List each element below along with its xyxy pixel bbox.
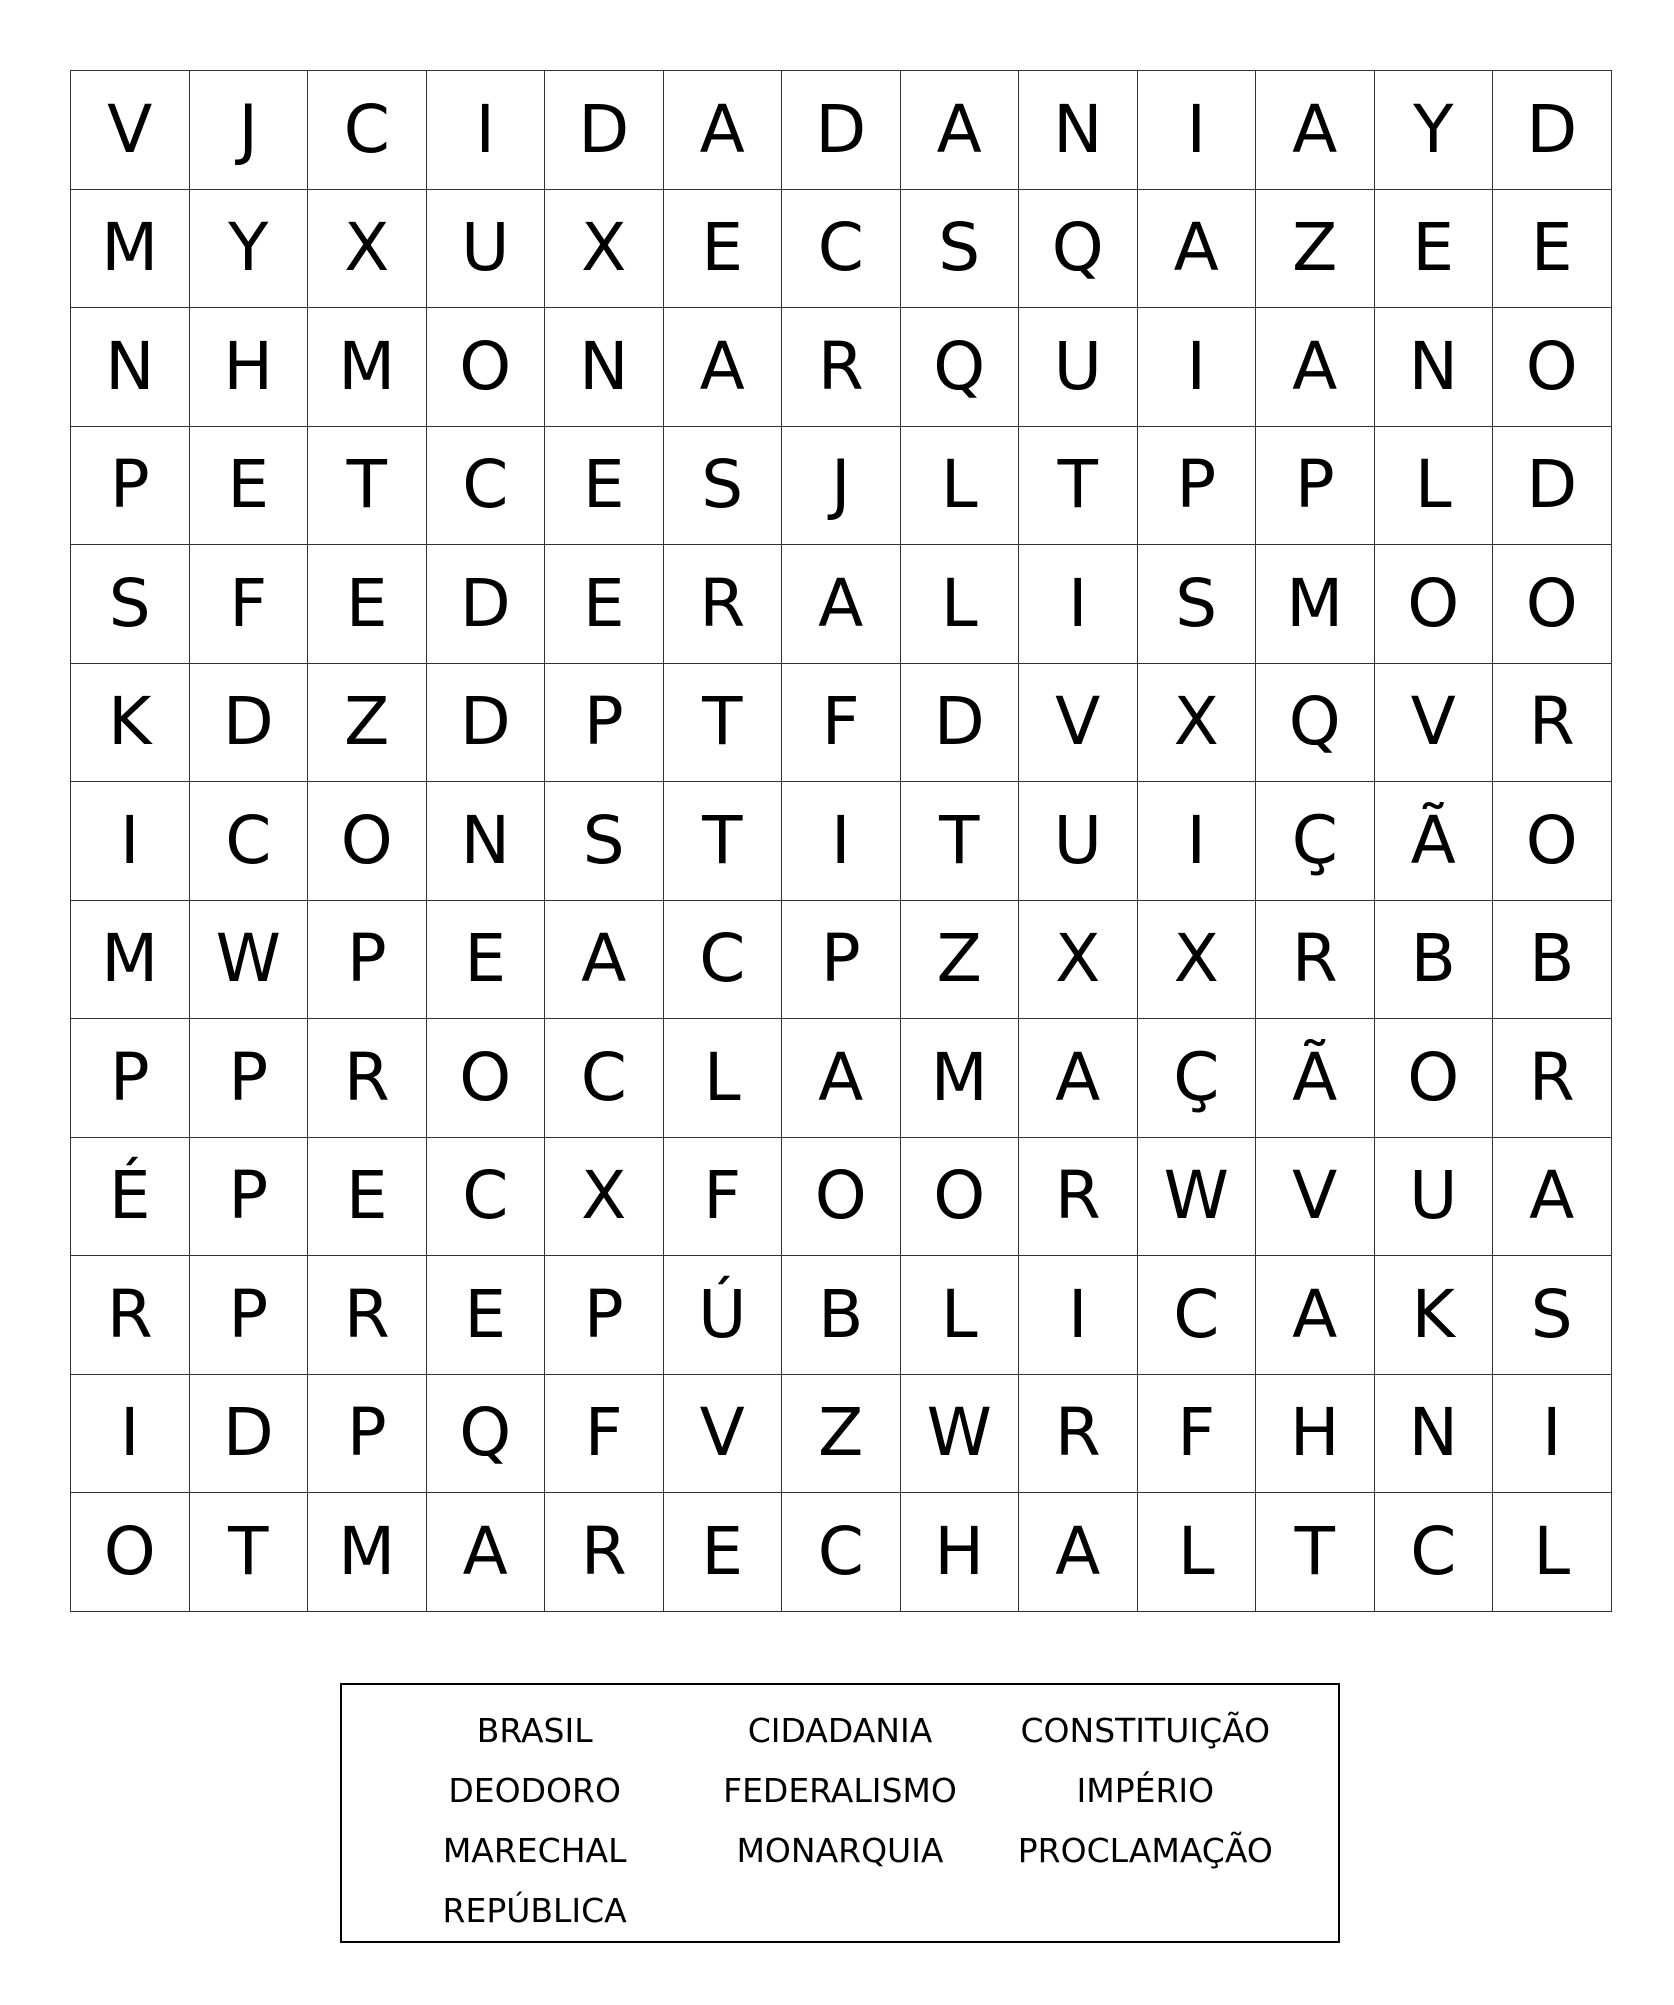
grid-cell-r2-c4[interactable]: U: [427, 190, 546, 309]
grid-cell-r11-c7[interactable]: B: [782, 1256, 901, 1375]
grid-cell-r9-c13[interactable]: R: [1493, 1019, 1612, 1138]
grid-cell-r2-c10[interactable]: A: [1138, 190, 1257, 309]
grid-cell-r12-c1[interactable]: I: [71, 1375, 190, 1494]
grid-cell-r3-c9[interactable]: U: [1019, 308, 1138, 427]
grid-cell-r11-c2[interactable]: P: [190, 1256, 309, 1375]
grid-cell-r9-c9[interactable]: A: [1019, 1019, 1138, 1138]
grid-cell-r1-c7[interactable]: D: [782, 71, 901, 190]
grid-cell-r5-c5[interactable]: E: [545, 545, 664, 664]
grid-cell-r10-c13[interactable]: A: [1493, 1138, 1612, 1257]
grid-cell-r2-c9[interactable]: Q: [1019, 190, 1138, 309]
grid-cell-r1-c4[interactable]: I: [427, 71, 546, 190]
grid-cell-r9-c5[interactable]: C: [545, 1019, 664, 1138]
grid-cell-r6-c8[interactable]: D: [901, 664, 1020, 783]
grid-cell-r11-c1[interactable]: R: [71, 1256, 190, 1375]
grid-cell-r4-c8[interactable]: L: [901, 427, 1020, 546]
grid-cell-r12-c13[interactable]: I: [1493, 1375, 1612, 1494]
grid-cell-r10-c7[interactable]: O: [782, 1138, 901, 1257]
grid-cell-r9-c7[interactable]: A: [782, 1019, 901, 1138]
grid-cell-r4-c2[interactable]: E: [190, 427, 309, 546]
grid-cell-r10-c5[interactable]: X: [545, 1138, 664, 1257]
grid-cell-r2-c12[interactable]: E: [1375, 190, 1494, 309]
grid-cell-r2-c7[interactable]: C: [782, 190, 901, 309]
grid-cell-r11-c13[interactable]: S: [1493, 1256, 1612, 1375]
grid-cell-r12-c12[interactable]: N: [1375, 1375, 1494, 1494]
grid-cell-r7-c6[interactable]: T: [664, 782, 783, 901]
grid-cell-r7-c3[interactable]: O: [308, 782, 427, 901]
grid-cell-r11-c9[interactable]: I: [1019, 1256, 1138, 1375]
grid-cell-r7-c11[interactable]: Ç: [1256, 782, 1375, 901]
word-list-column-2: [690, 1701, 990, 1941]
grid-cell-r1-c11[interactable]: A: [1256, 71, 1375, 190]
word-list-item: PROCLAMAÇÃO: [1017, 1831, 1273, 1870]
grid-cell-r5-c4[interactable]: D: [427, 545, 546, 664]
grid-cell-r3-c7[interactable]: R: [782, 308, 901, 427]
grid-cell-r11-c3[interactable]: R: [308, 1256, 427, 1375]
grid-cell-r9-c10[interactable]: Ç: [1138, 1019, 1257, 1138]
word-list-item: REPÚBLICA: [442, 1891, 627, 1930]
grid-cell-r5-c2[interactable]: F: [190, 545, 309, 664]
grid-cell-r12-c6[interactable]: V: [664, 1375, 783, 1494]
grid-cell-r7-c9[interactable]: U: [1019, 782, 1138, 901]
grid-cell-r10-c8[interactable]: O: [901, 1138, 1020, 1257]
grid-cell-r6-c11[interactable]: Q: [1256, 664, 1375, 783]
grid-cell-r5-c13[interactable]: O: [1493, 545, 1612, 664]
grid-cell-r6-c5[interactable]: P: [545, 664, 664, 783]
grid-cell-r4-c6[interactable]: S: [664, 427, 783, 546]
grid-cell-r13-c6[interactable]: E: [664, 1493, 783, 1612]
grid-cell-r5-c1[interactable]: S: [71, 545, 190, 664]
grid-cell-r9-c2[interactable]: P: [190, 1019, 309, 1138]
grid-cell-r7-c1[interactable]: I: [71, 782, 190, 901]
grid-cell-r7-c5[interactable]: S: [545, 782, 664, 901]
grid-cell-r10-c9[interactable]: R: [1019, 1138, 1138, 1257]
grid-cell-r7-c12[interactable]: Ã: [1375, 782, 1494, 901]
grid-cell-r10-c2[interactable]: P: [190, 1138, 309, 1257]
grid-cell-r13-c9[interactable]: A: [1019, 1493, 1138, 1612]
grid-cell-r1-c5[interactable]: D: [545, 71, 664, 190]
grid-cell-r1-c2[interactable]: J: [190, 71, 309, 190]
grid-cell-r13-c8[interactable]: H: [901, 1493, 1020, 1612]
grid-cell-r12-c2[interactable]: D: [190, 1375, 309, 1494]
grid-cell-r6-c4[interactable]: D: [427, 664, 546, 783]
word-list-item: IMPÉRIO: [1076, 1771, 1215, 1810]
grid-cell-r5-c3[interactable]: E: [308, 545, 427, 664]
grid-cell-r3-c3[interactable]: M: [308, 308, 427, 427]
grid-cell-r8-c4[interactable]: E: [427, 901, 546, 1020]
grid-cell-r3-c12[interactable]: N: [1375, 308, 1494, 427]
word-list-item: CONSTITUIÇÃO: [1020, 1711, 1271, 1750]
grid-cell-r1-c3[interactable]: C: [308, 71, 427, 190]
grid-cell-r4-c4[interactable]: C: [427, 427, 546, 546]
grid-cell-r5-c11[interactable]: M: [1256, 545, 1375, 664]
grid-cell-r11-c8[interactable]: L: [901, 1256, 1020, 1375]
grid-cell-r6-c6[interactable]: T: [664, 664, 783, 783]
grid-cell-r8-c12[interactable]: B: [1375, 901, 1494, 1020]
grid-cell-r2-c1[interactable]: M: [71, 190, 190, 309]
grid-cell-r4-c12[interactable]: L: [1375, 427, 1494, 546]
grid-cell-r6-c9[interactable]: V: [1019, 664, 1138, 783]
grid-cell-r8-c1[interactable]: M: [71, 901, 190, 1020]
grid-cell-r4-c13[interactable]: D: [1493, 427, 1612, 546]
grid-cell-r4-c1[interactable]: P: [71, 427, 190, 546]
grid-cell-r1-c12[interactable]: Y: [1375, 71, 1494, 190]
grid-cell-r12-c4[interactable]: Q: [427, 1375, 546, 1494]
grid-cell-r9-c4[interactable]: O: [427, 1019, 546, 1138]
grid-cell-r13-c11[interactable]: T: [1256, 1493, 1375, 1612]
grid-cell-r10-c3[interactable]: E: [308, 1138, 427, 1257]
grid-cell-r6-c2[interactable]: D: [190, 664, 309, 783]
grid-cell-r7-c2[interactable]: C: [190, 782, 309, 901]
grid-cell-r1-c6[interactable]: A: [664, 71, 783, 190]
grid-cell-r3-c5[interactable]: N: [545, 308, 664, 427]
grid-cell-r8-c7[interactable]: P: [782, 901, 901, 1020]
grid-cell-r13-c5[interactable]: R: [545, 1493, 664, 1612]
grid-cell-r8-c8[interactable]: Z: [901, 901, 1020, 1020]
grid-cell-r5-c10[interactable]: S: [1138, 545, 1257, 664]
grid-cell-r4-c3[interactable]: T: [308, 427, 427, 546]
grid-cell-r12-c11[interactable]: H: [1256, 1375, 1375, 1494]
grid-cell-r4-c9[interactable]: T: [1019, 427, 1138, 546]
grid-cell-r9-c12[interactable]: O: [1375, 1019, 1494, 1138]
grid-cell-r5-c7[interactable]: A: [782, 545, 901, 664]
grid-cell-r12-c5[interactable]: F: [545, 1375, 664, 1494]
grid-cell-r7-c13[interactable]: O: [1493, 782, 1612, 901]
grid-cell-r13-c10[interactable]: L: [1138, 1493, 1257, 1612]
grid-cell-r7-c4[interactable]: N: [427, 782, 546, 901]
grid-cell-r8-c6[interactable]: C: [664, 901, 783, 1020]
grid-cell-r2-c11[interactable]: Z: [1256, 190, 1375, 309]
grid-cell-r10-c4[interactable]: C: [427, 1138, 546, 1257]
grid-cell-r9-c1[interactable]: P: [71, 1019, 190, 1138]
grid-cell-r11-c10[interactable]: C: [1138, 1256, 1257, 1375]
grid-cell-r1-c13[interactable]: D: [1493, 71, 1612, 190]
grid-cell-r5-c6[interactable]: R: [664, 545, 783, 664]
grid-cell-r5-c8[interactable]: L: [901, 545, 1020, 664]
grid-cell-r3-c8[interactable]: Q: [901, 308, 1020, 427]
grid-cell-r2-c2[interactable]: Y: [190, 190, 309, 309]
grid-cell-r9-c8[interactable]: M: [901, 1019, 1020, 1138]
grid-cell-r3-c11[interactable]: A: [1256, 308, 1375, 427]
grid-cell-r1-c1[interactable]: V: [71, 71, 190, 190]
grid-cell-r2-c3[interactable]: X: [308, 190, 427, 309]
grid-cell-r7-c10[interactable]: I: [1138, 782, 1257, 901]
word-list-box: [340, 1683, 1340, 1943]
grid-cell-r12-c7[interactable]: Z: [782, 1375, 901, 1494]
grid-cell-r5-c9[interactable]: I: [1019, 545, 1138, 664]
grid-cell-r9-c11[interactable]: Ã: [1256, 1019, 1375, 1138]
grid-cell-r1-c10[interactable]: I: [1138, 71, 1257, 190]
grid-cell-r8-c9[interactable]: X: [1019, 901, 1138, 1020]
grid-cell-r13-c12[interactable]: C: [1375, 1493, 1494, 1612]
grid-cell-r10-c6[interactable]: F: [664, 1138, 783, 1257]
grid-cell-r10-c11[interactable]: V: [1256, 1138, 1375, 1257]
grid-cell-r12-c8[interactable]: W: [901, 1375, 1020, 1494]
grid-cell-r6-c1[interactable]: K: [71, 664, 190, 783]
grid-cell-r8-c10[interactable]: X: [1138, 901, 1257, 1020]
grid-cell-r1-c9[interactable]: N: [1019, 71, 1138, 190]
word-list-column-3: [995, 1701, 1295, 1941]
word-list-item: MARECHAL: [442, 1831, 627, 1870]
grid-cell-r4-c10[interactable]: P: [1138, 427, 1257, 546]
word-list-item: FEDERALISMO: [723, 1771, 957, 1810]
grid-cell-r13-c2[interactable]: T: [190, 1493, 309, 1612]
grid-cell-r5-c12[interactable]: O: [1375, 545, 1494, 664]
grid-cell-r6-c7[interactable]: F: [782, 664, 901, 783]
grid-cell-r11-c11[interactable]: A: [1256, 1256, 1375, 1375]
grid-cell-r6-c3[interactable]: Z: [308, 664, 427, 783]
grid-cell-r9-c6[interactable]: L: [664, 1019, 783, 1138]
word-list-column-1: [385, 1701, 685, 1941]
grid-cell-r11-c4[interactable]: E: [427, 1256, 546, 1375]
grid-cell-r13-c4[interactable]: A: [427, 1493, 546, 1612]
grid-cell-r12-c9[interactable]: R: [1019, 1375, 1138, 1494]
word-list-item: CIDADANIA: [747, 1711, 933, 1750]
grid-cell-r13-c13[interactable]: L: [1493, 1493, 1612, 1612]
grid-cell-r10-c1[interactable]: É: [71, 1138, 190, 1257]
grid-cell-r3-c10[interactable]: I: [1138, 308, 1257, 427]
grid-cell-r3-c2[interactable]: H: [190, 308, 309, 427]
grid-cell-r8-c13[interactable]: B: [1493, 901, 1612, 1020]
grid-cell-r2-c13[interactable]: E: [1493, 190, 1612, 309]
grid-cell-r8-c2[interactable]: W: [190, 901, 309, 1020]
grid-cell-r1-c8[interactable]: A: [901, 71, 1020, 190]
grid-cell-r10-c12[interactable]: U: [1375, 1138, 1494, 1257]
grid-cell-r10-c10[interactable]: W: [1138, 1138, 1257, 1257]
word-list-item: MONARQUIA: [736, 1831, 944, 1870]
grid-cell-r12-c3[interactable]: P: [308, 1375, 427, 1494]
word-list-item: DEODORO: [448, 1771, 621, 1810]
grid-cell-r7-c8[interactable]: T: [901, 782, 1020, 901]
grid-cell-r11-c12[interactable]: K: [1375, 1256, 1494, 1375]
letter-grid: [70, 70, 1612, 1612]
grid-cell-r6-c12[interactable]: V: [1375, 664, 1494, 783]
grid-cell-r3-c13[interactable]: O: [1493, 308, 1612, 427]
grid-cell-r8-c3[interactable]: P: [308, 901, 427, 1020]
grid-cell-r2-c5[interactable]: X: [545, 190, 664, 309]
grid-cell-r4-c5[interactable]: E: [545, 427, 664, 546]
grid-cell-r3-c6[interactable]: A: [664, 308, 783, 427]
grid-cell-r7-c7[interactable]: I: [782, 782, 901, 901]
grid-cell-r8-c11[interactable]: R: [1256, 901, 1375, 1020]
grid-cell-r11-c6[interactable]: Ú: [664, 1256, 783, 1375]
grid-cell-r11-c5[interactable]: P: [545, 1256, 664, 1375]
grid-cell-r3-c1[interactable]: N: [71, 308, 190, 427]
grid-cell-r8-c5[interactable]: A: [545, 901, 664, 1020]
grid-cell-r12-c10[interactable]: F: [1138, 1375, 1257, 1494]
word-list-item: BRASIL: [476, 1711, 593, 1750]
grid-cell-r6-c10[interactable]: X: [1138, 664, 1257, 783]
grid-cell-r2-c8[interactable]: S: [901, 190, 1020, 309]
grid-cell-r13-c3[interactable]: M: [308, 1493, 427, 1612]
grid-cell-r6-c13[interactable]: R: [1493, 664, 1612, 783]
grid-cell-r13-c1[interactable]: O: [71, 1493, 190, 1612]
grid-cell-r4-c7[interactable]: J: [782, 427, 901, 546]
grid-cell-r9-c3[interactable]: R: [308, 1019, 427, 1138]
grid-cell-r2-c6[interactable]: E: [664, 190, 783, 309]
grid-cell-r13-c7[interactable]: C: [782, 1493, 901, 1612]
grid-cell-r3-c4[interactable]: O: [427, 308, 546, 427]
grid-cell-r4-c11[interactable]: P: [1256, 427, 1375, 546]
